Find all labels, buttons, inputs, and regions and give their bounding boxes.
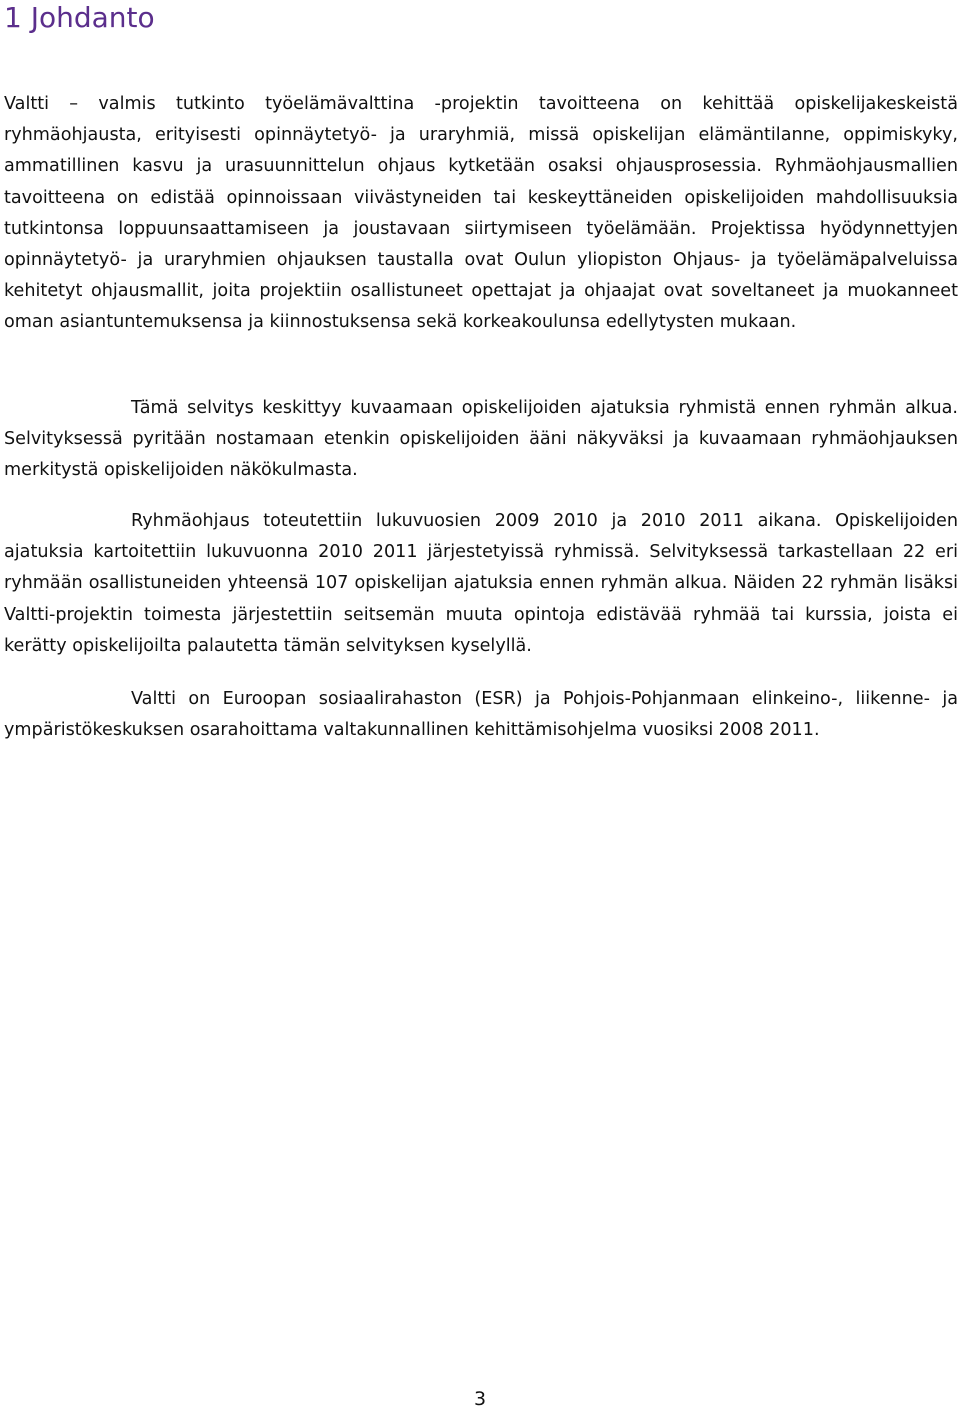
section-heading: 1 Johdanto (4, 1, 155, 34)
intro-paragraph-1: Valtti – valmis tutkinto työelämävalttina -projektin tavoitteena on kehittää opiskelijakeskeistä ryhmäohjausta, erityisesti opinnäytetyö- ja uraryhmiä, missä opiskelijan elämäntilanne, oppimiskyky, ammatillinen kasvu ja urasuunnittelun ohjaus kytketään osaksi ohjausprosessia. Ryhmäohjausmallien tavoitteena on edistää opinnoissaan viivästyneiden tai keskeyttäneiden opiskelijoiden mahdollisuuksia tutkintonsa loppuunsaattamiseen ja joustavaan siirtymiseen työelämään. Projektissa hyödynnettyjen opinnäytetyö- ja uraryhmien ohjauksen taustalla ovat Oulun yliopiston Ohjaus- ja työelämäpalveluissa kehitetyt ohjausmallit, joita projektiin osallistuneet opettajat ja ohjaajat ovat soveltaneet ja muokanneet oman asiantuntemuksensa ja kiinnostuksensa sekä korkeakoulunsa edellytysten mukaan. (4, 94, 958, 333)
intro-paragraph-3: Ryhmäohjaus toteutettiin lukuvuosien 2009 2010 ja 2010 2011 aikana. Opiskelijoiden ajatuksia kartoitettiin lukuvuonna 2010 2011 järjestetyissä ryhmissä. Selvityksessä tarkastellaan 22 eri ryhmään osallistuneiden yhteensä 107 opiskelijan ajatuksia ennen ryhmän alkua. Näiden 22 ryhmän lisäksi Valtti-projektin toimesta järjestettiin seitsemän muuta opintoja edistävää ryhmää tai kurssia, joista ei kerätty opiskelijoilta palautetta tämän selvityksen kyselyllä. (4, 511, 958, 656)
intro-paragraph-4: Valtti on Euroopan sosiaalirahaston (ESR) ja Pohjois-Pohjanmaan elinkeino-, liikenne- ja ympäristökeskuksen osarahoittama valtakunnallinen kehittämisohjelma vuosiksi 2008 2011. (4, 689, 958, 741)
intro-paragraph-2: Tämä selvitys keskittyy kuvaamaan opiskelijoiden ajatuksia ryhmistä ennen ryhmän alkua. Selvityksessä pyritään nostamaan etenkin opiskelijoiden ääni näkyväksi ja kuvaamaan ryhmäohjauksen merkitystä opiskelijoiden näkökulmasta. (4, 398, 958, 481)
page-number: 3 (473, 1388, 487, 1410)
